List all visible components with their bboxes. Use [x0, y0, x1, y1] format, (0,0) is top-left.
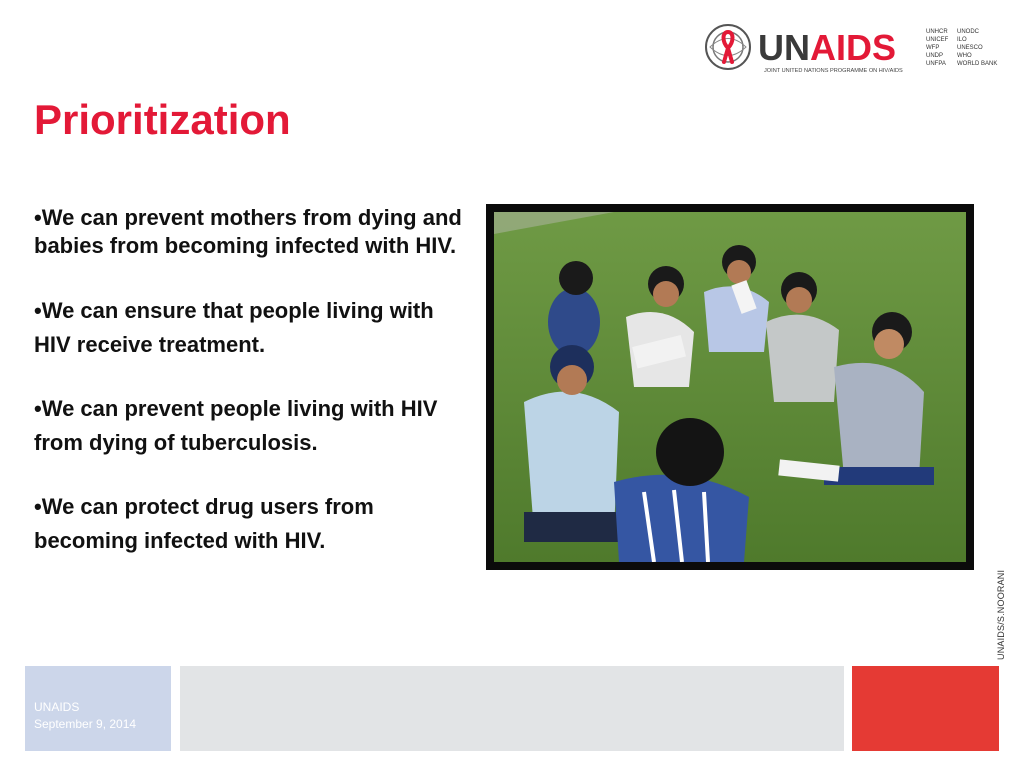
cosponsor: UNDP: [926, 53, 944, 59]
un-emblem-icon: [706, 25, 750, 69]
cosponsor: WORLD BANK: [957, 61, 998, 67]
bullet-item: •We can prevent mothers from dying and babies from becoming infected with HIV.: [34, 205, 462, 258]
bullet-item: •We can ensure that people living with HIV receive treatment.: [34, 298, 434, 357]
cosponsor: ILO: [957, 37, 967, 43]
cosponsor: WHO: [957, 53, 972, 59]
cosponsor: WFP: [926, 45, 940, 51]
cosponsor: UNFPA: [926, 61, 946, 67]
photo-credit: UNAIDS/S.NOORANI: [996, 569, 1006, 660]
footer-org: UNAIDS: [34, 700, 80, 714]
cosponsor: UNICEF: [926, 37, 949, 43]
bullet-item: •We can prevent people living with HIV from dying of tuberculosis.: [34, 396, 438, 455]
footer-red-block: [852, 666, 999, 751]
footer-gray-bar: [180, 666, 844, 751]
bullet-list: [34, 204, 474, 558]
cosponsor: UNODC: [957, 29, 979, 35]
logo-tagline: JOINT UNITED NATIONS PROGRAMME ON HIV/AIDS: [764, 68, 903, 74]
footer-info-block: [25, 666, 171, 751]
cosponsor: UNESCO: [957, 45, 983, 51]
bullet-item: •We can protect drug users from becoming infected with HIV.: [34, 494, 374, 553]
photo-illustration: [494, 212, 966, 562]
footer-date: September 9, 2014: [34, 717, 137, 731]
slide-title: Prioritization: [34, 96, 291, 143]
logo-name: UNAIDS: [758, 27, 897, 68]
group-photo: [486, 204, 974, 570]
unaids-logo: [700, 20, 1000, 76]
cosponsor: UNHCR: [926, 29, 948, 35]
